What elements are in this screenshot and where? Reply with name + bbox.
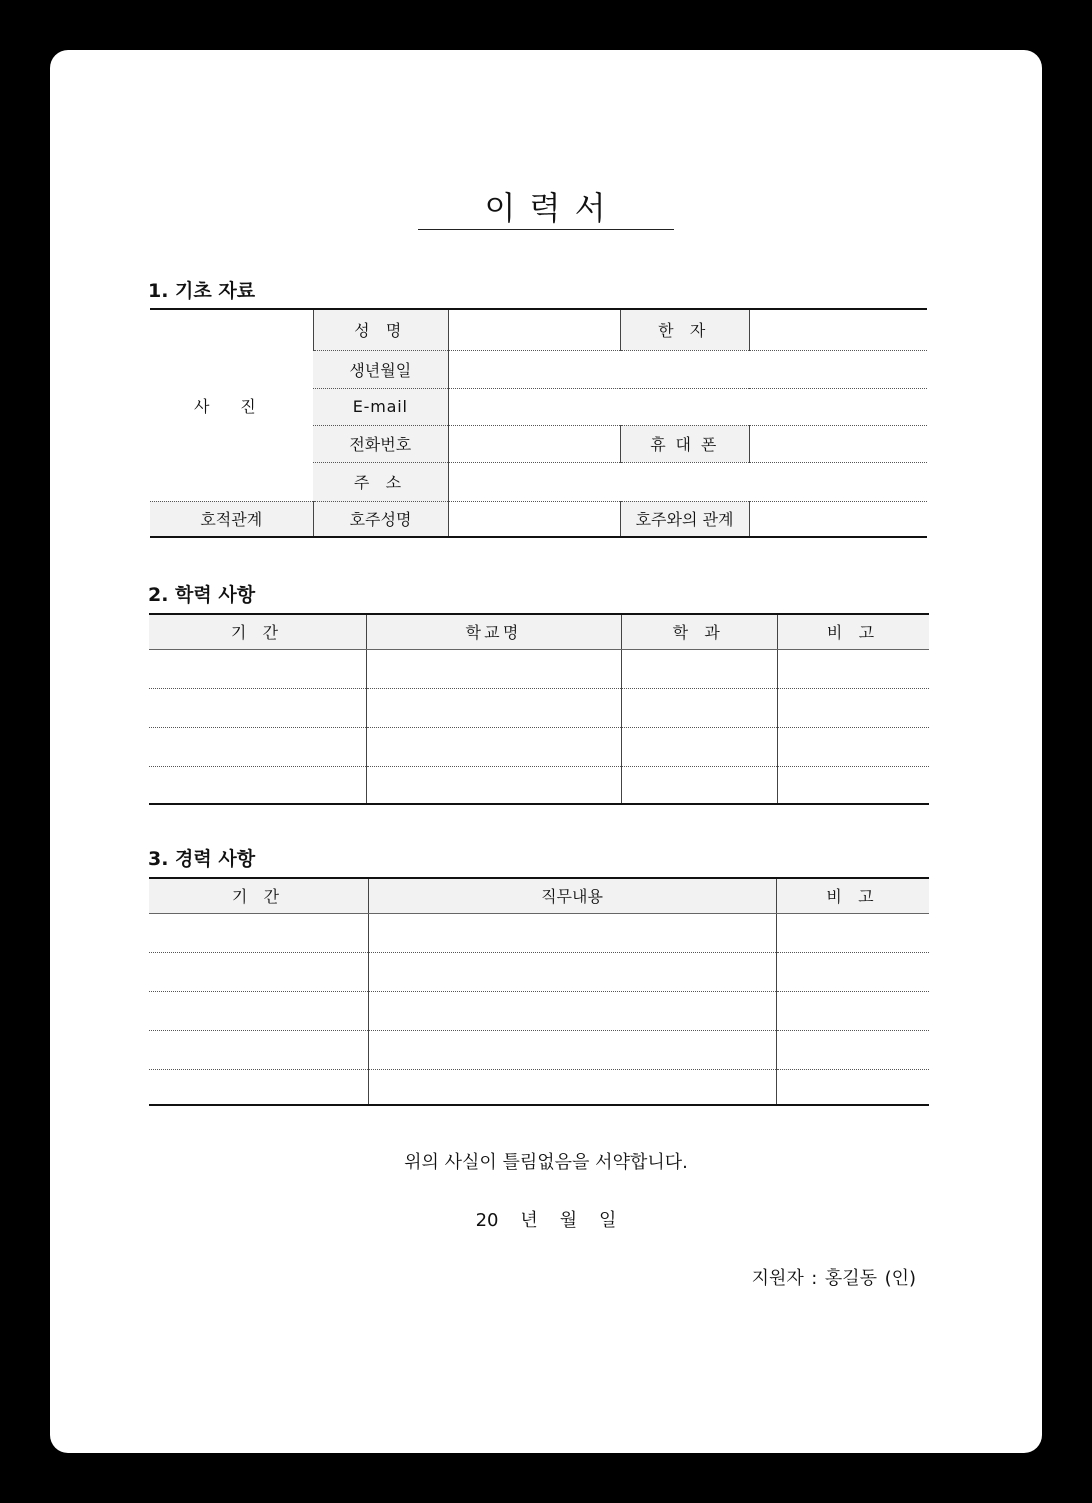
- edu-school-cell[interactable]: [366, 766, 621, 804]
- career-period-cell[interactable]: [149, 952, 368, 991]
- table-row: [149, 1030, 929, 1069]
- edu-header-note: 비 고: [777, 614, 929, 649]
- edu-note-cell[interactable]: [777, 727, 929, 766]
- name-field[interactable]: [448, 309, 620, 350]
- edu-school-cell[interactable]: [366, 688, 621, 727]
- edu-school-cell[interactable]: [366, 727, 621, 766]
- relation-to-head-label: 호주와의 관계: [620, 501, 749, 537]
- edu-header-school: 학교명: [366, 614, 621, 649]
- date-line: 20 년 월 일: [475, 1210, 617, 1231]
- edu-header-period: 기 간: [149, 614, 366, 649]
- resume-paper: [50, 50, 1042, 1453]
- section-heading-education: 2. 학력 사항: [148, 584, 256, 606]
- career-header-note: 비 고: [776, 878, 929, 913]
- education-table: [149, 613, 929, 805]
- career-header-period: 기 간: [149, 878, 368, 913]
- career-duties-cell[interactable]: [368, 952, 776, 991]
- household-head-name-label: 호주성명: [313, 501, 448, 537]
- edu-major-cell[interactable]: [621, 766, 777, 804]
- mobile-label: 휴 대 폰: [620, 425, 749, 462]
- career-table: [149, 877, 929, 1106]
- birth-label: 생년월일: [313, 350, 448, 388]
- hanja-field[interactable]: [749, 309, 927, 350]
- table-row: [149, 952, 929, 991]
- address-label: 주 소: [313, 462, 448, 501]
- edu-period-cell[interactable]: [149, 727, 366, 766]
- career-period-cell[interactable]: [149, 991, 368, 1030]
- hanja-label: 한 자: [620, 309, 749, 350]
- career-period-cell[interactable]: [149, 1069, 368, 1105]
- edu-note-cell[interactable]: [777, 766, 929, 804]
- phone-field[interactable]: [448, 425, 620, 462]
- edu-period-cell[interactable]: [149, 688, 366, 727]
- photo-area[interactable]: 사 진: [150, 309, 313, 501]
- edu-major-cell[interactable]: [621, 649, 777, 688]
- career-header-duties: 직무내용: [368, 878, 776, 913]
- edu-major-cell[interactable]: [621, 688, 777, 727]
- table-row: [149, 766, 929, 804]
- birth-field[interactable]: [448, 350, 927, 388]
- section-heading-basic: 1. 기초 자료: [148, 280, 256, 302]
- table-row: [149, 649, 929, 688]
- name-label: 성 명: [313, 309, 448, 350]
- edu-period-cell[interactable]: [149, 766, 366, 804]
- career-note-cell[interactable]: [776, 991, 929, 1030]
- career-note-cell[interactable]: [776, 1069, 929, 1105]
- edu-school-cell[interactable]: [366, 649, 621, 688]
- career-note-cell[interactable]: [776, 913, 929, 952]
- table-row: [149, 1069, 929, 1105]
- table-row: [149, 913, 929, 952]
- applicant-signature: 지원자 : 홍길동 (인): [751, 1268, 916, 1289]
- phone-label: 전화번호: [313, 425, 448, 462]
- career-period-cell[interactable]: [149, 1030, 368, 1069]
- table-row: [149, 688, 929, 727]
- career-duties-cell[interactable]: [368, 991, 776, 1030]
- table-row: [149, 727, 929, 766]
- table-row: [149, 991, 929, 1030]
- address-field[interactable]: [448, 462, 927, 501]
- email-field[interactable]: [448, 388, 927, 425]
- career-duties-cell[interactable]: [368, 913, 776, 952]
- edu-period-cell[interactable]: [149, 649, 366, 688]
- household-head-name-field[interactable]: [448, 501, 620, 537]
- mobile-field[interactable]: [749, 425, 927, 462]
- email-label: E-mail: [313, 388, 448, 425]
- basic-info-table: [150, 308, 927, 538]
- career-note-cell[interactable]: [776, 952, 929, 991]
- edu-major-cell[interactable]: [621, 727, 777, 766]
- family-relation-label: 호적관계: [150, 501, 313, 537]
- pledge-statement: 위의 사실이 틀림없음을 서약합니다.: [404, 1152, 688, 1173]
- edu-note-cell[interactable]: [777, 688, 929, 727]
- career-duties-cell[interactable]: [368, 1069, 776, 1105]
- career-period-cell[interactable]: [149, 913, 368, 952]
- edu-note-cell[interactable]: [777, 649, 929, 688]
- career-note-cell[interactable]: [776, 1030, 929, 1069]
- edu-header-major: 학 과: [621, 614, 777, 649]
- document-title: 이 력 서: [418, 188, 674, 230]
- relation-to-head-field[interactable]: [749, 501, 927, 537]
- section-heading-career: 3. 경력 사항: [148, 848, 256, 870]
- career-duties-cell[interactable]: [368, 1030, 776, 1069]
